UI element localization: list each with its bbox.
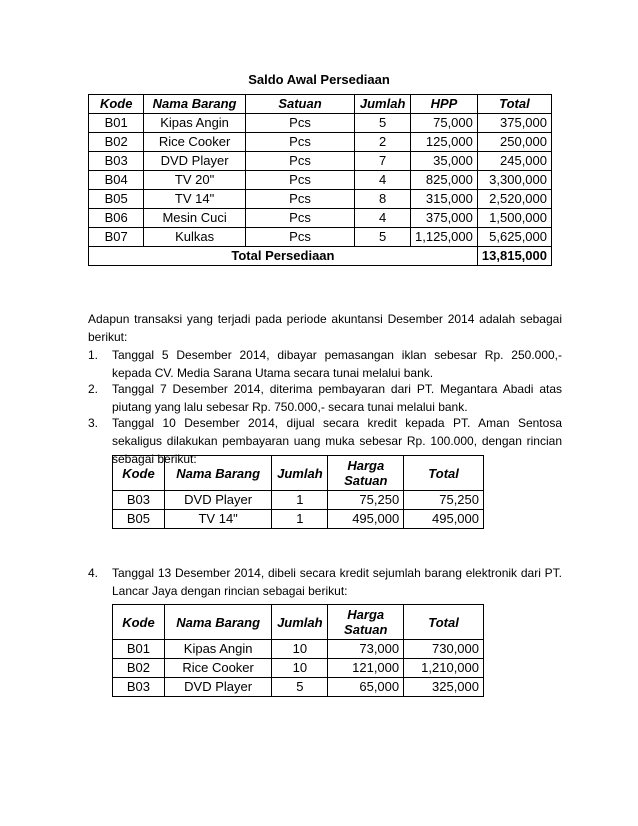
column-header: Kode <box>113 605 165 640</box>
cell-unit: Pcs <box>245 171 355 190</box>
cell-total: 5,625,000 <box>477 228 551 247</box>
cell-total: 1,210,000 <box>404 659 484 678</box>
item-number: 2. <box>88 382 99 396</box>
opening-inventory-table <box>88 94 552 266</box>
column-header: Nama Barang <box>164 456 272 491</box>
cell-code: B05 <box>113 510 165 529</box>
cell-qty: 5 <box>272 678 328 697</box>
table-row <box>113 640 484 659</box>
table-row <box>89 190 552 209</box>
item-number: 4. <box>88 566 99 580</box>
cell-unit: Pcs <box>245 152 355 171</box>
cell-price: 75,250 <box>328 491 404 510</box>
table-row <box>113 510 484 529</box>
table-row <box>89 209 552 228</box>
cell-price: 65,000 <box>328 678 404 697</box>
table-row <box>113 678 484 697</box>
cell-unit: Pcs <box>245 190 355 209</box>
transaction-item-4 <box>88 564 562 600</box>
cell-qty: 8 <box>355 190 411 209</box>
table-row <box>89 114 552 133</box>
cell-qty: 10 <box>272 640 328 659</box>
cell-price: 121,000 <box>328 659 404 678</box>
cell-hpp: 825,000 <box>411 171 478 190</box>
table-row <box>113 491 484 510</box>
cell-code: B02 <box>89 133 144 152</box>
cell-code: B02 <box>113 659 165 678</box>
table-row <box>89 152 552 171</box>
cell-qty: 10 <box>272 659 328 678</box>
table-row <box>89 228 552 247</box>
cell-qty: 5 <box>355 228 411 247</box>
column-header: Jumlah <box>272 605 328 640</box>
column-header: Kode <box>113 456 165 491</box>
cell-unit: Pcs <box>245 133 355 152</box>
cell-total: 2,520,000 <box>477 190 551 209</box>
cell-hpp: 75,000 <box>411 114 478 133</box>
cell-code: B01 <box>89 114 144 133</box>
table-header-row <box>113 605 484 640</box>
cell-code: B04 <box>89 171 144 190</box>
table-row <box>113 659 484 678</box>
cell-qty: 4 <box>355 209 411 228</box>
cell-total: 325,000 <box>404 678 484 697</box>
total-label: Total Persediaan <box>89 247 478 266</box>
cell-unit: Pcs <box>245 114 355 133</box>
cell-code: B01 <box>113 640 165 659</box>
column-header: HPP <box>411 95 478 114</box>
table-header-row <box>113 456 484 491</box>
item-text: Tanggal 13 Desember 2014, dibeli secara kredit sejumlah barang elektronik dari PT. Lancar Jaya dengan rincian sebagai berikut: <box>112 566 562 598</box>
cell-total: 75,250 <box>404 491 484 510</box>
table-header-row <box>89 95 552 114</box>
column-header: Satuan <box>245 95 355 114</box>
column-header: Total <box>477 95 551 114</box>
cell-unit: Pcs <box>245 228 355 247</box>
purchase-detail-table <box>112 604 484 697</box>
transaction-item-1 <box>88 346 562 382</box>
cell-name: Mesin Cuci <box>144 209 245 228</box>
cell-name: TV 20" <box>144 171 245 190</box>
cell-code: B07 <box>89 228 144 247</box>
intro-paragraph: Adapun transaksi yang terjadi pada periode akuntansi Desember 2014 adalah sebagai berikut: <box>88 312 562 344</box>
cell-hpp: 315,000 <box>411 190 478 209</box>
transaction-item-3 <box>88 414 562 466</box>
cell-name: DVD Player <box>164 491 272 510</box>
cell-hpp: 1,125,000 <box>411 228 478 247</box>
item-number: 1. <box>88 348 99 362</box>
cell-hpp: 35,000 <box>411 152 478 171</box>
cell-name: Kipas Angin <box>144 114 245 133</box>
column-header: Harga Satuan <box>328 456 404 491</box>
item-text: Tanggal 10 Desember 2014, dijual secara kredit kepada PT. Aman Sentosa sekaligus dilakukan pembayaran uang muka sebesar Rp. 100.000, dengan rincian sebagai berikut: <box>112 416 562 466</box>
cell-total: 495,000 <box>404 510 484 529</box>
cell-unit: Pcs <box>245 209 355 228</box>
column-header: Nama Barang <box>144 95 245 114</box>
cell-name: TV 14" <box>144 190 245 209</box>
cell-qty: 5 <box>355 114 411 133</box>
cell-total: 245,000 <box>477 152 551 171</box>
item-number: 3. <box>88 416 99 430</box>
cell-hpp: 125,000 <box>411 133 478 152</box>
cell-code: B03 <box>113 678 165 697</box>
cell-total: 3,300,000 <box>477 171 551 190</box>
cell-qty: 2 <box>355 133 411 152</box>
cell-code: B05 <box>89 190 144 209</box>
cell-name: Kulkas <box>144 228 245 247</box>
inventory-title: Saldo Awal Persediaan <box>248 72 390 87</box>
cell-total: 730,000 <box>404 640 484 659</box>
cell-qty: 7 <box>355 152 411 171</box>
cell-code: B03 <box>113 491 165 510</box>
cell-qty: 1 <box>272 510 328 529</box>
table-row <box>89 171 552 190</box>
cell-code: B03 <box>89 152 144 171</box>
column-header: Jumlah <box>272 456 328 491</box>
total-value: 13,815,000 <box>477 247 551 266</box>
cell-total: 1,500,000 <box>477 209 551 228</box>
cell-qty: 4 <box>355 171 411 190</box>
sale-detail-table <box>112 455 484 529</box>
column-header: Harga Satuan <box>328 605 404 640</box>
cell-qty: 1 <box>272 491 328 510</box>
cell-name: DVD Player <box>144 152 245 171</box>
cell-total: 250,000 <box>477 133 551 152</box>
column-header: Kode <box>89 95 144 114</box>
column-header: Total <box>404 605 484 640</box>
cell-name: DVD Player <box>164 678 271 697</box>
cell-code: B06 <box>89 209 144 228</box>
transaction-item-2 <box>88 380 562 416</box>
cell-price: 73,000 <box>328 640 404 659</box>
column-header: Jumlah <box>355 95 411 114</box>
cell-name: Rice Cooker <box>164 659 271 678</box>
cell-name: Kipas Angin <box>164 640 271 659</box>
total-row <box>89 247 552 266</box>
column-header: Total <box>404 456 484 491</box>
item-text: Tanggal 5 Desember 2014, dibayar pemasangan iklan sebesar Rp. 250.000,- kepada CV. Media Sarana Utama secara tunai melalui bank. <box>112 348 562 380</box>
cell-name: TV 14" <box>164 510 272 529</box>
item-text: Tanggal 7 Desember 2014, diterima pembayaran dari PT. Megantara Abadi atas piutang yang lalu sebesar Rp. 750.000,- secara tunai melalui bank. <box>112 382 562 414</box>
column-header: Nama Barang <box>164 605 271 640</box>
cell-price: 495,000 <box>328 510 404 529</box>
cell-name: Rice Cooker <box>144 133 245 152</box>
cell-total: 375,000 <box>477 114 551 133</box>
cell-hpp: 375,000 <box>411 209 478 228</box>
table-row <box>89 133 552 152</box>
